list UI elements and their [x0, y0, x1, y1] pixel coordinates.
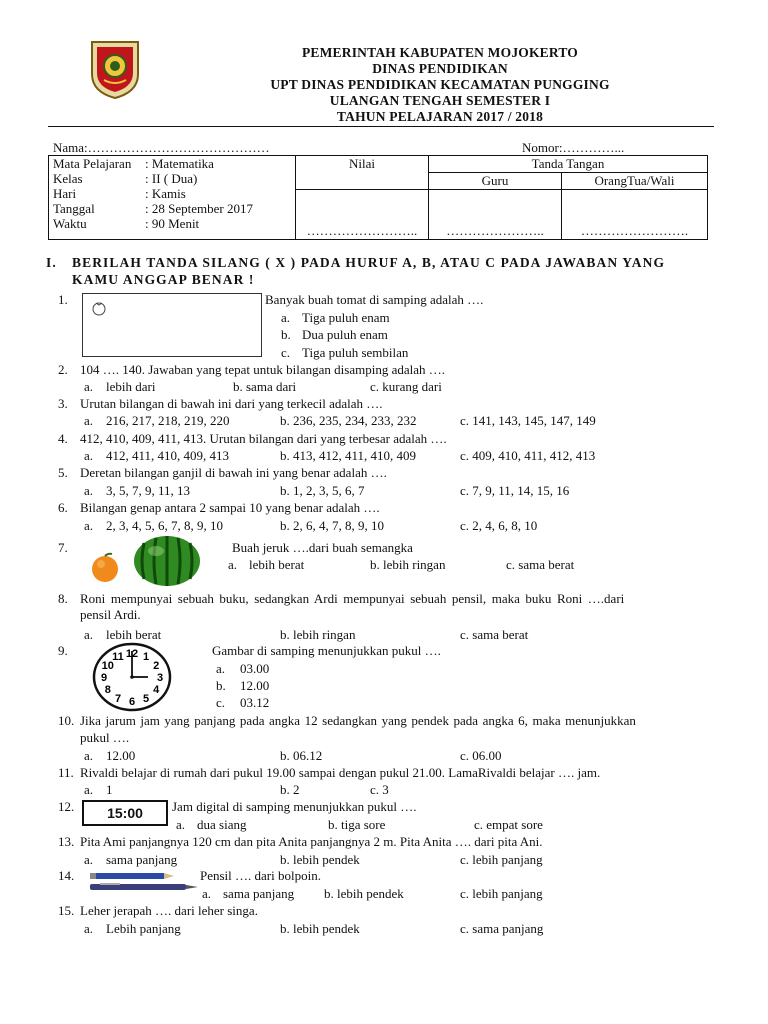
question-3-text: Urutan bilangan di bawah ini dari yang terkecil adalah …. [80, 396, 383, 411]
question-13-number: 13. [58, 834, 75, 849]
question-2-letter-a[interactable]: a. [84, 379, 94, 394]
question-1-letter-b[interactable]: b. [281, 327, 291, 342]
digital-clock-time: 15:00 [107, 805, 143, 821]
waktu-row: Waktu : 90 Menit [53, 216, 200, 231]
question-1-letter-a[interactable]: a. [281, 310, 291, 325]
question-15-option-c[interactable]: c. sama panjang [460, 921, 544, 936]
question-9-letter-b[interactable]: b. [216, 678, 226, 693]
guru-signature-box[interactable]: ………………….. [429, 190, 562, 240]
pencil-icon [90, 872, 174, 880]
question-3-number: 3. [58, 396, 68, 411]
question-11-option-c[interactable]: c. 3 [370, 782, 389, 797]
question-10-option-b[interactable]: b. 06.12 [280, 748, 323, 763]
question-1-option-a[interactable]: Tiga puluh enam [302, 310, 390, 325]
question-12-text: Jam digital di samping menunjukkan pukul …. [172, 799, 417, 814]
question-7-option-a[interactable]: lebih berat [249, 557, 305, 572]
nama-field[interactable]: Nama:…………………………………… [53, 140, 270, 155]
header-line-2: DINAS PENDIDIKAN [372, 61, 508, 76]
question-11-letter-a[interactable]: a. [84, 782, 94, 797]
question-10-letter-a[interactable]: a. [84, 748, 94, 763]
question-6-option-c[interactable]: c. 2, 4, 6, 8, 10 [460, 518, 538, 533]
hari-row: Hari : Kamis [53, 186, 186, 201]
question-14-text: Pensil …. dari bolpoin. [200, 868, 321, 883]
question-7-text: Buah jeruk ….dari buah semangka [232, 540, 413, 555]
clock-number-4: 4 [153, 684, 160, 696]
clock-number-7: 7 [114, 692, 122, 705]
section-number: I. [46, 255, 57, 270]
question-8-text-line-1: Roni mempunyai sebuah buku, sedangkan Ardi mempunyai sebuah pensil, maka buku Roni ….dari [80, 591, 625, 606]
question-9-letter-a[interactable]: a. [216, 661, 226, 676]
question-6-number: 6. [58, 500, 68, 515]
clock-number-8: 8 [104, 684, 111, 696]
question-15-option-a[interactable]: Lebih panjang [106, 921, 181, 936]
question-9-text: Gambar di samping menunjukkan pukul …. [212, 643, 441, 658]
question-5-option-c[interactable]: c. 7, 9, 11, 14, 15, 16 [460, 483, 570, 498]
question-10-text-line-2: pukul …. [80, 730, 130, 745]
question-3-option-c[interactable]: c. 141, 143, 145, 147, 149 [460, 413, 596, 428]
header-line-3: UPT DINAS PENDIDIKAN KECAMATAN PUNGGING [270, 77, 610, 92]
question-8-option-a[interactable]: lebih berat [106, 627, 162, 642]
question-4-number: 4. [58, 431, 68, 446]
question-2-number: 2. [58, 362, 68, 377]
question-7-letter-a[interactable]: a. [228, 557, 238, 572]
question-2-text: 104 …. 140. Jawaban yang tepat untuk bilangan disamping adalah …. [80, 362, 446, 377]
question-4-option-c[interactable]: c. 409, 410, 411, 412, 413 [460, 448, 596, 463]
question-9-number: 9. [58, 643, 68, 658]
question-4-option-b[interactable]: b. 413, 412, 411, 410, 409 [280, 448, 417, 463]
question-1-number: 1. [58, 292, 68, 307]
question-12-number: 12. [58, 799, 75, 814]
question-8-number: 8. [58, 591, 68, 606]
tomato-image-box [82, 293, 262, 357]
mojokerto-logo [88, 38, 142, 100]
question-13-option-b[interactable]: b. lebih pendek [280, 852, 360, 867]
tomato-icon [89, 298, 109, 318]
header-line-5: TAHUN PELAJARAN 2017 / 2018 [336, 109, 544, 124]
question-4-option-a[interactable]: 412, 411, 410, 409, 413 [106, 448, 230, 463]
guru-header: Guru [429, 173, 562, 190]
question-13-option-a[interactable]: sama panjang [106, 852, 178, 867]
question-4-letter-a[interactable]: a. [84, 448, 94, 463]
section-instruction-line-1: BERILAH TANDA SILANG ( X ) PADA HURUF A, B, ATAU C PADA JAWABAN YANG [72, 255, 666, 270]
question-11-option-b[interactable]: b. 2 [280, 782, 300, 797]
clock-number-10: 10 [101, 660, 114, 672]
question-13-option-c[interactable]: c. lebih panjang [460, 852, 543, 867]
question-7-option-b[interactable]: b. lebih ringan [370, 557, 446, 572]
clock-number-12: 12 [125, 648, 139, 660]
kelas-row: Kelas : II ( Dua) [53, 171, 198, 186]
clock-number-1: 1 [142, 651, 150, 664]
question-1-letter-c[interactable]: c. [281, 345, 291, 360]
tanggal-row: Tanggal : 28 September 2017 [53, 201, 253, 216]
question-8-letter-a[interactable]: a. [84, 627, 94, 642]
question-6-letter-a[interactable]: a. [84, 518, 94, 533]
question-7-number: 7. [58, 540, 68, 555]
question-6-option-a[interactable]: 2, 3, 4, 5, 6, 7, 8, 9, 10 [106, 518, 223, 533]
question-9-letter-c[interactable]: c. [216, 695, 226, 710]
question-11-number: 11. [58, 765, 74, 780]
clock-number-9: 9 [100, 672, 108, 684]
question-13-letter-a[interactable]: a. [84, 852, 94, 867]
question-13-text: Pita Ami panjangnya 120 cm dan pita Anita panjangnya 2 m. Pita Anita …. dari pita Ani. [80, 834, 543, 849]
ttd-header: Tanda Tangan [429, 156, 708, 173]
digital-clock-display [82, 800, 168, 826]
clock-number-3: 3 [156, 672, 164, 684]
question-5-number: 5. [58, 465, 68, 480]
question-2-option-b[interactable]: b. sama dari [233, 379, 297, 394]
question-10-number: 10. [58, 713, 75, 728]
question-10-text-line-1: Jika jarum jam yang panjang pada angka 12 sedangkan yang pendek pada angka 6, maka menunjukkan [80, 713, 636, 728]
question-1-option-b[interactable]: Dua puluh enam [302, 327, 388, 342]
section-instruction-line-2: KAMU ANGGAP BENAR ! [72, 272, 255, 287]
nilai-header: Nilai [296, 156, 429, 190]
question-8-option-c[interactable]: c. sama berat [460, 627, 529, 642]
clock-number-2: 2 [153, 660, 160, 672]
question-8-option-b[interactable]: b. lebih ringan [280, 627, 356, 642]
question-15-letter-a[interactable]: a. [84, 921, 94, 936]
question-12-option-c[interactable]: c. empat sore [474, 817, 543, 832]
question-14-letter-a[interactable]: a. [202, 886, 212, 901]
question-15-text: Leher jerapah …. dari leher singa. [80, 903, 258, 918]
question-5-text: Deretan bilangan ganjil di bawah ini yang benar adalah …. [80, 465, 387, 480]
question-9-option-b[interactable]: 12.00 [240, 678, 270, 693]
question-10-option-c[interactable]: c. 06.00 [460, 748, 502, 763]
analog-clock-icon [92, 642, 172, 712]
header-line-4: ULANGAN TENGAH SEMESTER I [329, 93, 551, 108]
question-6-option-b[interactable]: b. 2, 6, 4, 7, 8, 9, 10 [280, 518, 384, 533]
question-3-option-b[interactable]: b. 236, 235, 234, 233, 232 [280, 413, 417, 428]
ballpoint-pen-icon [90, 883, 198, 891]
question-14-option-c[interactable]: c. lebih panjang [460, 886, 543, 901]
question-7-option-c[interactable]: c. sama berat [506, 557, 575, 572]
question-15-number: 15. [58, 903, 75, 918]
question-12-letter-a[interactable]: a. [176, 817, 186, 832]
clock-number-11: 11 [112, 651, 124, 664]
question-8-text-line-2: pensil Ardi. [80, 607, 141, 622]
question-12-option-b[interactable]: b. tiga sore [328, 817, 386, 832]
question-12-option-a[interactable]: dua siang [197, 817, 247, 832]
question-14-option-b[interactable]: b. lebih pendek [324, 886, 404, 901]
orange-icon [88, 552, 122, 584]
nomor-field[interactable]: Nomor:…………... [522, 140, 625, 155]
question-9-option-c[interactable]: 03.12 [240, 695, 270, 710]
question-2-option-a[interactable]: lebih dari [106, 379, 156, 394]
question-1-text: Banyak buah tomat di samping adalah …. [265, 292, 484, 307]
question-5-letter-a[interactable]: a. [84, 483, 94, 498]
question-5-option-b[interactable]: b. 1, 2, 3, 5, 6, 7 [280, 483, 365, 498]
watermelon-icon [132, 535, 202, 587]
question-2-option-c[interactable]: c. kurang dari [370, 379, 442, 394]
question-3-option-a[interactable]: 216, 217, 218, 219, 220 [106, 413, 230, 428]
question-1-option-c[interactable]: Tiga puluh sembilan [302, 345, 409, 360]
clock-number-6: 6 [128, 696, 136, 708]
ortu-header: OrangTua/Wali [562, 173, 708, 190]
clock-number-5: 5 [142, 692, 150, 705]
question-14-number: 14. [58, 868, 75, 883]
question-9-option-a[interactable]: 03.00 [240, 661, 270, 676]
question-14-option-a[interactable]: sama panjang [223, 886, 295, 901]
question-6-text: Bilangan genap antara 2 sampai 10 yang benar adalah …. [80, 500, 380, 515]
question-11-option-a[interactable]: 1 [106, 782, 113, 797]
question-15-option-b[interactable]: b. lebih pendek [280, 921, 360, 936]
ortu-signature-box[interactable]: ……………………. [562, 190, 708, 240]
info-table [48, 155, 708, 240]
nilai-box[interactable]: …………………….. [296, 190, 429, 240]
mapel-row: Mata Pelajaran : Matematika [53, 156, 214, 171]
question-4-text: 412, 410, 409, 411, 413. Urutan bilangan dari yang terbesar adalah …. [80, 431, 447, 446]
question-5-option-a[interactable]: 3, 5, 7, 9, 11, 13 [106, 483, 191, 498]
question-10-option-a[interactable]: 12.00 [106, 748, 136, 763]
question-11-text: Rivaldi belajar di rumah dari pukul 19.00 sampai dengan pukul 21.00. LamaRivaldi belajar …. jam. [80, 765, 601, 780]
question-3-letter-a[interactable]: a. [84, 413, 94, 428]
header-rule [48, 126, 714, 127]
header-line-1: PEMERINTAH KABUPATEN MOJOKERTO [301, 45, 579, 60]
